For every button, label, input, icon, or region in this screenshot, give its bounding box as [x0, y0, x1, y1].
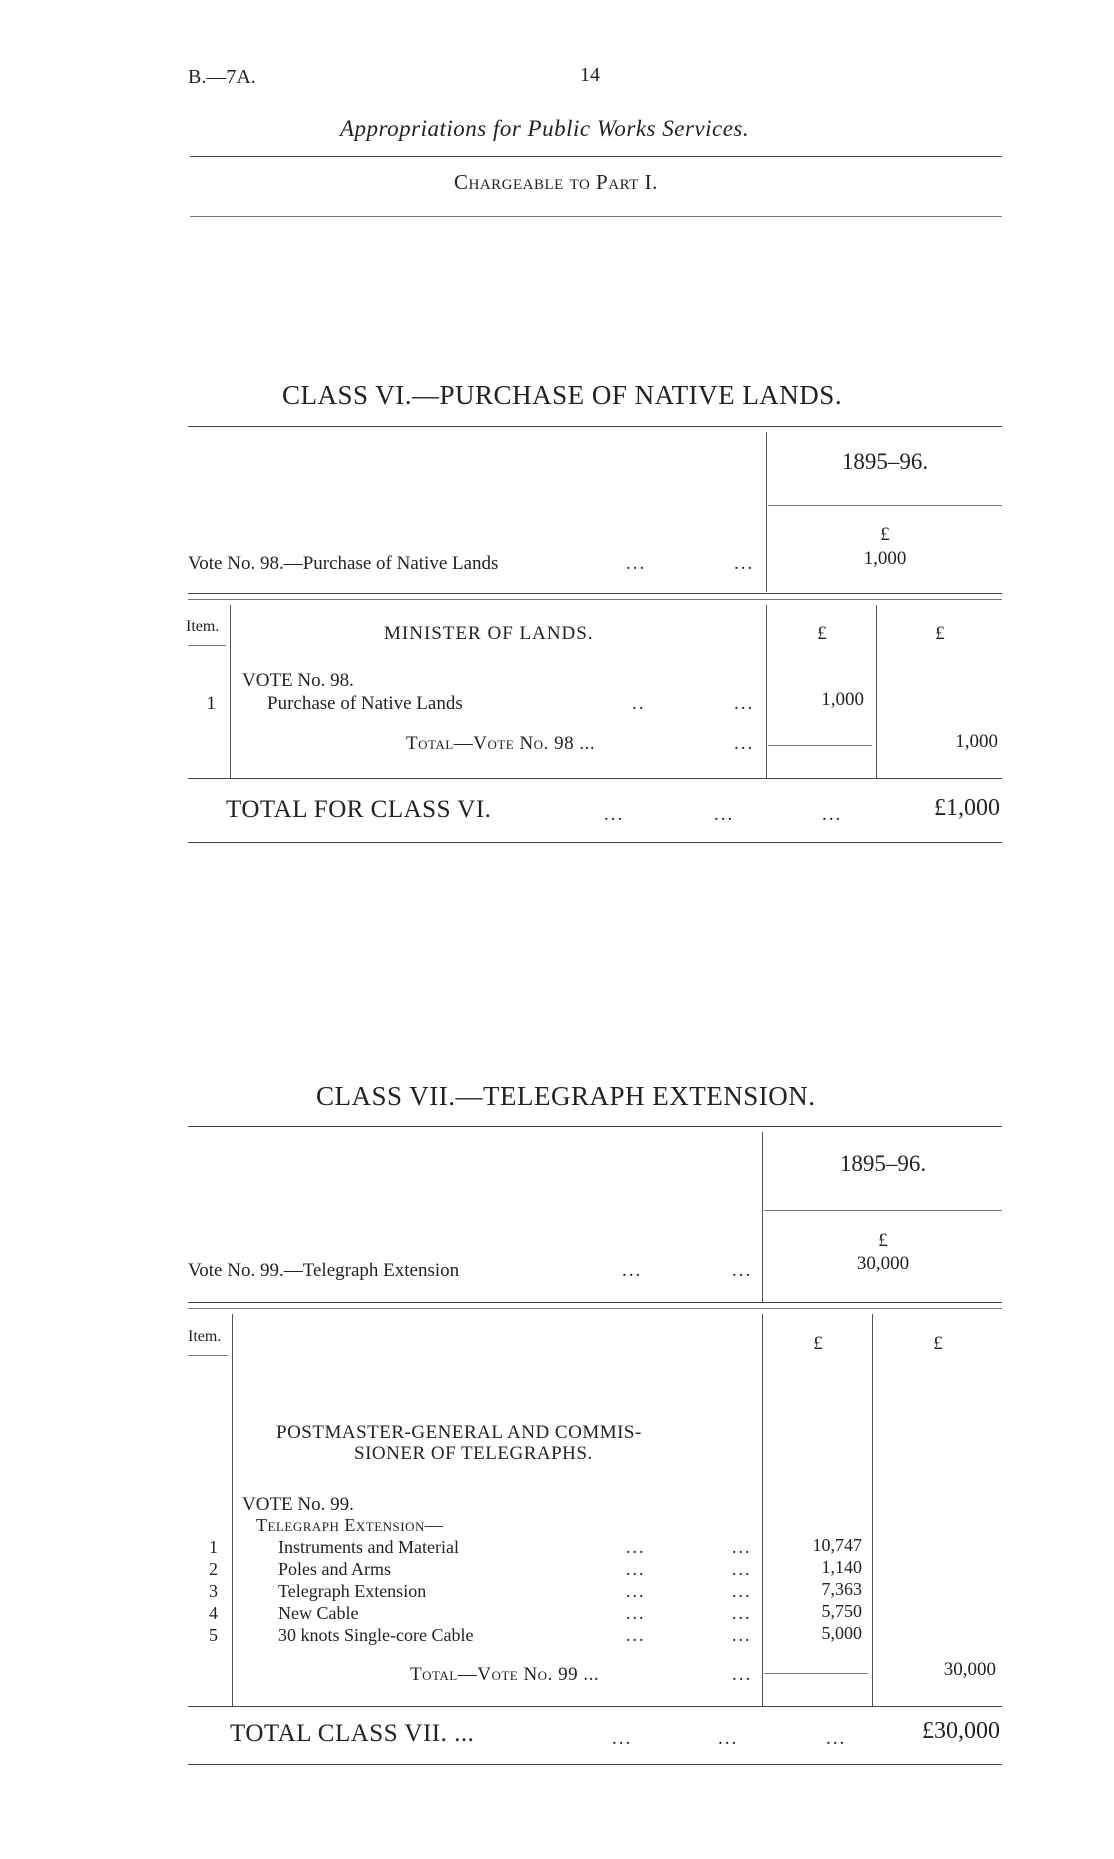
class-vii-total-vote-label: Total—Vote No. 99 ... — [410, 1664, 600, 1685]
page-title: Appropriations for Public Works Services. — [340, 116, 750, 141]
class-vi-item-header-rule — [188, 645, 226, 646]
class-vi-summary-divider — [766, 432, 767, 592]
class-vi-bottom-rule — [188, 842, 1002, 843]
item-dots: ... — [626, 1581, 646, 1601]
item-dots: .. — [632, 693, 646, 714]
class-vii-total-vote-amount: 30,000 — [943, 1659, 996, 1680]
class-vi-total-dots: ... — [822, 804, 843, 825]
document-reference: B.—7A. — [188, 66, 256, 88]
item-dots: ... — [732, 1581, 752, 1601]
item-number: 1 — [209, 1537, 218, 1557]
class-vii-item-column-divider — [232, 1314, 233, 1706]
class-vi-vote-dots: ... — [734, 553, 755, 574]
class-vii-total-column-divider — [872, 1314, 873, 1706]
class-vi-total-vote-dots: ... — [734, 733, 755, 754]
class-vii-subhead: Telegraph Extension— — [256, 1515, 444, 1535]
class-vi-total-amount: £1,000 — [934, 795, 1000, 821]
class-vii-total-dots: ... — [612, 1728, 633, 1749]
class-vii-currency-col1: £ — [813, 1333, 823, 1354]
class-vii-year: 1895–96. — [839, 1151, 927, 1176]
item-number: 4 — [209, 1603, 218, 1623]
item-amount: 1,000 — [821, 689, 864, 710]
class-vi-currency-col2: £ — [935, 623, 945, 644]
class-vi-year-rule — [768, 505, 1002, 506]
item-amount: 5,000 — [821, 1623, 862, 1643]
class-vi-total-dots: ... — [604, 804, 625, 825]
class-vi-amount-column-divider — [766, 605, 767, 778]
item-dots: ... — [626, 1603, 646, 1623]
class-vi-table-bottom-rule — [188, 778, 1002, 779]
class-vii-summary-divider — [762, 1132, 763, 1302]
class-vii-total-vote-dots: ... — [732, 1664, 753, 1685]
class-vii-subtotal-rule — [764, 1673, 868, 1674]
item-number: 5 — [209, 1625, 218, 1645]
class-vii-total-dots: ... — [826, 1728, 847, 1749]
class-vii-table-bottom-rule — [188, 1706, 1002, 1707]
class-vi-total-label: TOTAL FOR CLASS VI. — [226, 796, 492, 823]
class-vi-top-rule — [188, 426, 1002, 427]
class-vii-total-dots: ... — [718, 1728, 739, 1749]
class-vii-summary-rule — [188, 1308, 1002, 1309]
class-vi-summary-rule — [188, 593, 1002, 594]
item-description: Telegraph Extension — [278, 1581, 427, 1601]
item-number: 2 — [209, 1559, 218, 1579]
class-vii-year-rule — [764, 1210, 1002, 1211]
class-vi-department: MINISTER OF LANDS. — [384, 623, 594, 644]
item-dots: ... — [732, 1603, 752, 1623]
class-vi-vote-currency: £ — [880, 524, 890, 545]
class-vi-vote-amount: 1,000 — [863, 548, 907, 569]
class-vi-year: 1895–96. — [841, 449, 929, 474]
class-vii-bottom-rule — [188, 1764, 1002, 1765]
class-vi-total-column-divider — [876, 605, 877, 778]
item-dots: ... — [626, 1537, 646, 1557]
class-vii-vote-label: VOTE No. 99. — [242, 1494, 354, 1515]
item-description: Instruments and Material — [278, 1537, 459, 1557]
item-amount: 7,363 — [821, 1579, 862, 1599]
class-vi-item-header: Item. — [186, 618, 220, 635]
item-amount: 10,747 — [812, 1535, 862, 1555]
class-vii-summary-rule — [188, 1302, 1002, 1303]
class-vi-item-column-divider — [230, 605, 231, 778]
class-vii-vote-dots: ... — [732, 1260, 753, 1281]
item-number: 1 — [206, 693, 216, 714]
class-vii-vote-line: Vote No. 99.—Telegraph Extension — [188, 1260, 460, 1281]
page-number: 14 — [580, 64, 600, 86]
class-vii-amount-column-divider — [762, 1314, 763, 1706]
item-amount: 1,140 — [821, 1557, 862, 1577]
class-vii-vote-currency: £ — [878, 1230, 888, 1251]
item-number: 3 — [209, 1581, 218, 1601]
class-vii-total-amount: £30,000 — [922, 1718, 1000, 1744]
class-vii-department-line2: SIONER OF TELEGRAPHS. — [354, 1443, 593, 1464]
class-vi-summary-rule — [188, 599, 1002, 600]
class-vi-vote-dots: ... — [626, 553, 647, 574]
class-vii-item-header: Item. — [188, 1328, 222, 1345]
item-dots: ... — [732, 1537, 752, 1557]
class-vii-vote-dots: ... — [622, 1260, 643, 1281]
subtitle-rule — [190, 216, 1002, 217]
title-rule — [190, 156, 1002, 157]
class-vii-department-line1: POSTMASTER-GENERAL AND COMMIS- — [276, 1422, 642, 1443]
class-vii-top-rule — [188, 1126, 1002, 1127]
class-vi-total-vote-label: Total—Vote No. 98 ... — [406, 733, 596, 754]
item-description: 30 knots Single-core Cable — [278, 1625, 474, 1645]
class-vi-heading: CLASS VI.—PURCHASE OF NATIVE LANDS. — [282, 380, 843, 410]
page-subtitle: Chargeable to Part I. — [454, 170, 658, 194]
item-dots: ... — [626, 1625, 646, 1645]
class-vi-subtotal-rule — [768, 745, 872, 746]
class-vi-total-vote-amount: 1,000 — [955, 731, 998, 752]
class-vi-vote-line: Vote No. 98.—Purchase of Native Lands — [188, 553, 499, 574]
class-vii-currency-col2: £ — [933, 1333, 943, 1354]
class-vii-total-label: TOTAL CLASS VII. ... — [230, 1720, 475, 1747]
class-vii-heading: CLASS VII.—TELEGRAPH EXTENSION. — [316, 1081, 816, 1111]
item-dots: ... — [732, 1625, 752, 1645]
item-description: New Cable — [278, 1603, 359, 1623]
class-vi-vote-label: VOTE No. 98. — [242, 670, 354, 691]
class-vi-total-dots: ... — [714, 804, 735, 825]
item-dots: ... — [734, 693, 755, 714]
class-vii-item-header-rule — [188, 1355, 228, 1356]
item-description: Purchase of Native Lands — [267, 693, 463, 714]
item-dots: ... — [626, 1559, 646, 1579]
item-dots: ... — [732, 1559, 752, 1579]
item-amount: 5,750 — [821, 1601, 862, 1621]
class-vii-vote-amount: 30,000 — [856, 1253, 910, 1274]
item-description: Poles and Arms — [278, 1559, 392, 1579]
class-vi-currency-col1: £ — [817, 623, 827, 644]
